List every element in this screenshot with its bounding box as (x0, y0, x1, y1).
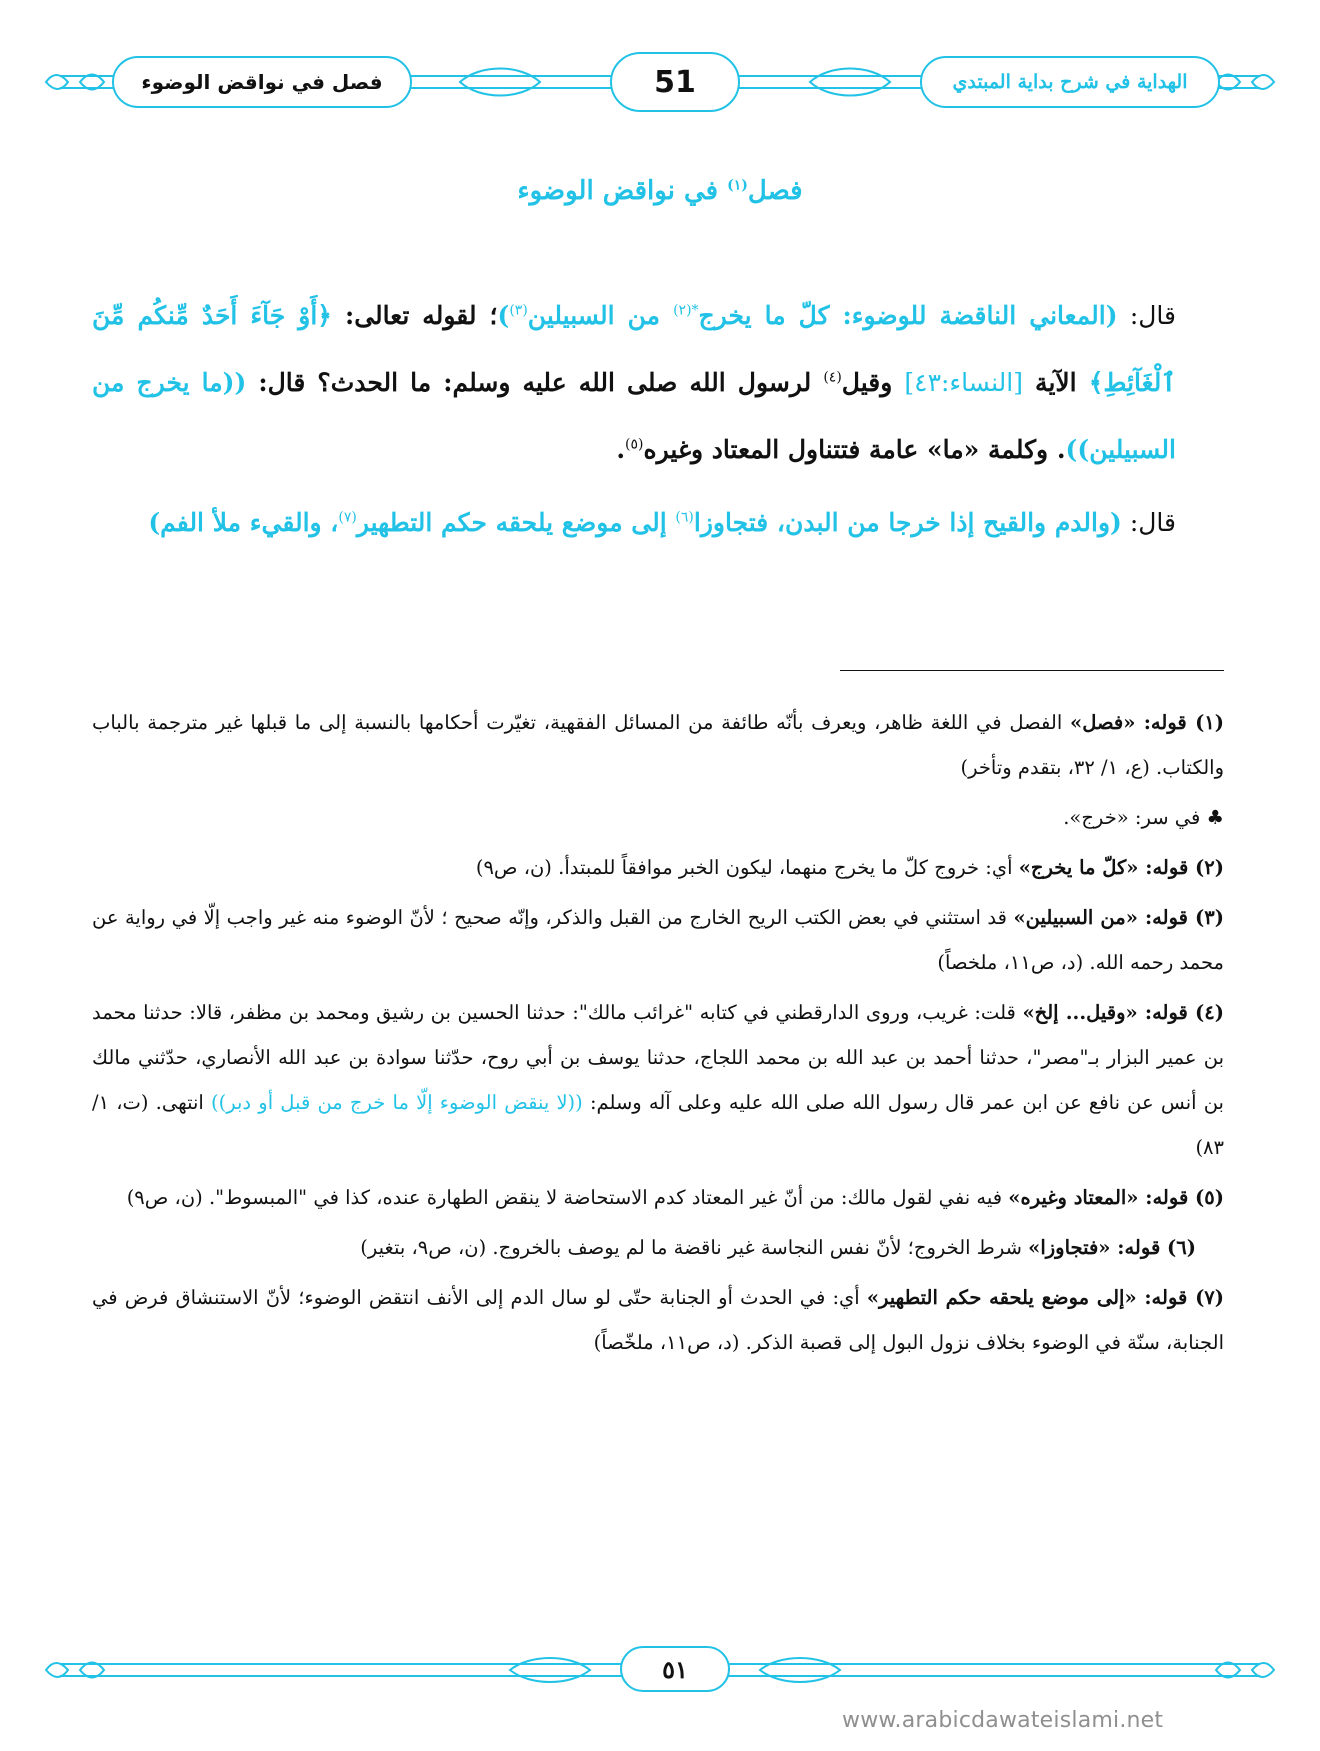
footnote-1-number: (١) (1186, 711, 1225, 734)
footnote-3-text: قد استثني في بعض الكتب الريح الخارج من القبل والذكر، وإنّه صحيح ؛ لأنّ الوضوء منه غير واجب إلّا في رواية عن محمد رحمه الله. (د، ص١١، ملخصاً) (92, 906, 1224, 974)
book-title-badge (920, 56, 1220, 108)
p1-quote-1: (المعاني الناقضة للوضوء: كلّ ما يخرج (698, 301, 1118, 330)
p1-text-4: . وكلمة «ما» عامة فتتناول المعتاد وغيره (643, 435, 1066, 464)
footnote-6-label: قوله: «فتجاوزا» (1028, 1236, 1161, 1259)
footnote-4-end: انتهى. (ت، ١/ ٨٣) (92, 1091, 1224, 1159)
footnote-7 (92, 1275, 1224, 1365)
footnote-5 (92, 1175, 1224, 1220)
footnote-3-number: (٣) (1187, 906, 1224, 929)
p2-quote-1: (والدم والقيح إذا خرجا من البدن، فتجاوزا (693, 508, 1122, 537)
p1-text-3: لرسول الله صلى الله عليه وسلم: ما الحدث؟ قال: (246, 368, 824, 397)
footnote-7-number: (٧) (1187, 1286, 1225, 1309)
p1-lead: قال: (1117, 301, 1176, 330)
section-title-main: فصل (747, 176, 803, 206)
footnote-1-text: الفصل في اللغة ظاهر، ويعرف بأنّه طائفة من المسائل الفقهية، تغيّرت أحكامها بالنسبة إلى ما قبلها غير مترجمة بالباب والكتاب. (ع، ١/ ٣٢، بتقدم وتأخر) (92, 711, 1224, 779)
footnote-separator (840, 670, 1224, 671)
section-title (0, 176, 1320, 206)
footnote-7-label: قوله: «إلى موضع يلحقه حكم التطهير» (866, 1286, 1188, 1309)
footnote-3 (92, 895, 1224, 985)
p2-quote-2: إلى موضع يلحقه حكم التطهير (356, 508, 676, 537)
footnote-7-text: أي: في الحدث أو الجنابة حتّى لو سال الدم إلى الأنف انتقض الوضوء؛ لأنّ الاستنشاق فرض في الجنابة، سنّة في الوضوء بخلاف نزول البول إلى قصبة الذكر. (د، ص١١، ملخّصاً) (92, 1286, 1224, 1354)
footnote-2-label: قوله: «كلّ ما يخرج» (1018, 856, 1189, 879)
footnote-4-label: قوله: «وقيل... إلخ» (1022, 1001, 1188, 1024)
p1-ref-4: (٤) (823, 369, 842, 386)
footnote-6-text: شرط الخروج؛ لأنّ نفس النجاسة غير ناقضة ما لم يوصف بالخروج. (ن، ص٩، بتغير) (360, 1236, 1029, 1259)
p2-quote-3: ، والقيء ملأ الفم) (148, 508, 339, 537)
footnote-star-note (92, 795, 1224, 840)
star-note-text: ♣ في سر: «خرج». (1063, 806, 1224, 829)
footnotes (92, 700, 1224, 1365)
section-title-rest: في نواقض الوضوء (517, 176, 728, 206)
main-paragraph-1 (92, 282, 1224, 483)
p1-citation: [النساء:٤٣] (904, 368, 1023, 397)
p1-ref-3: (٣) (509, 302, 528, 319)
footnote-3-label: قوله: «من السبيلين» (1013, 906, 1188, 929)
footnote-6 (92, 1225, 1224, 1270)
p1-quote-2: من السبيلين (527, 301, 674, 330)
p2-ref-6: (٦) (675, 509, 694, 526)
page-footer (40, 1640, 1280, 1700)
footnote-4-text: قلت: غريب، وروى الدارقطني في كتابه "غرائب مالك": حدثنا الحسين بن رشيق ومحمد بن مظفر، قالا: حدثنا محمد بن عمير البزار بـ"مصر"، حدثنا أحمد بن عبد الله بن محمد اللجاج، حدثنا يوسف بن أبي روح، حدّثنا سوادة بن عبد الله الأنصاري، حدّثني مالك بن أنس عن نافع عن ابن عمر قال رسول الله صلى الله عليه وعلى آله وسلم: (92, 1001, 1224, 1114)
footnote-1 (92, 700, 1224, 790)
footnote-2 (92, 845, 1224, 890)
p1-ref-2: *(٢) (673, 302, 699, 319)
footnote-4 (92, 990, 1224, 1170)
page-number: 51 (654, 64, 696, 100)
section-title-ref: (١) (727, 177, 748, 194)
footer-page-number-badge (620, 1646, 730, 1692)
p1-verse: ﴿أَوْ جَآءَ أَحَدٌ مِّنكُم مِّنَ ٱلْغَآئِطِ﴾ (92, 301, 1176, 397)
website-url: www.arabicdawateislami.net (842, 1708, 1164, 1733)
p2-lead: قال: (1121, 508, 1176, 537)
p1-text-5: . (616, 435, 626, 464)
page-number-badge (610, 52, 740, 112)
p1-aya: الآية (1022, 368, 1089, 397)
p1-hadith: ((ما يخرج من السبيلين)) (92, 368, 1176, 464)
main-paragraph-2 (92, 489, 1224, 556)
p1-quote-end: ) (497, 301, 510, 330)
footnote-2-text: أي: خروج كلّ ما يخرج منهما، ليكون الخبر موافقاً للمبتدأ. (ن، ص٩) (475, 856, 1019, 879)
book-title: الهداية في شرح بداية المبتدي (952, 71, 1188, 93)
footnote-5-number: (٥) (1188, 1186, 1224, 1209)
footer-page-number: ٥١ (662, 1654, 688, 1684)
p2-ref-7: (٧) (338, 509, 357, 526)
footnote-5-label: قوله: «المعتاد وغيره» (1008, 1186, 1189, 1209)
footnote-4-number: (٤) (1187, 1001, 1224, 1024)
p1-mid: ؛ لقوله تعالى: (331, 301, 498, 330)
footnote-1-label: قوله: «فصل» (1070, 711, 1187, 734)
footnote-6-number: (٦) (1160, 1236, 1196, 1259)
chapter-title: فصل في نواقض الوضوء (141, 70, 383, 94)
p1-ref-5: (٥) (625, 436, 644, 453)
main-text (92, 282, 1224, 556)
p1-text-2: وقيل (841, 368, 905, 397)
chapter-title-badge (112, 56, 412, 108)
footnote-5-text: فيه نفي لقول مالك: من أنّ غير المعتاد كدم الاستحاضة لا ينقض الطهارة عنده، كذا في "المبسوط". (ن، ص٩) (126, 1186, 1009, 1209)
page-header (40, 46, 1280, 118)
footnote-4-hadith: ((لا ينقض الوضوء إلّا ما خرج من قبل أو دبر)) (211, 1091, 583, 1114)
footnote-2-number: (٢) (1188, 856, 1224, 879)
